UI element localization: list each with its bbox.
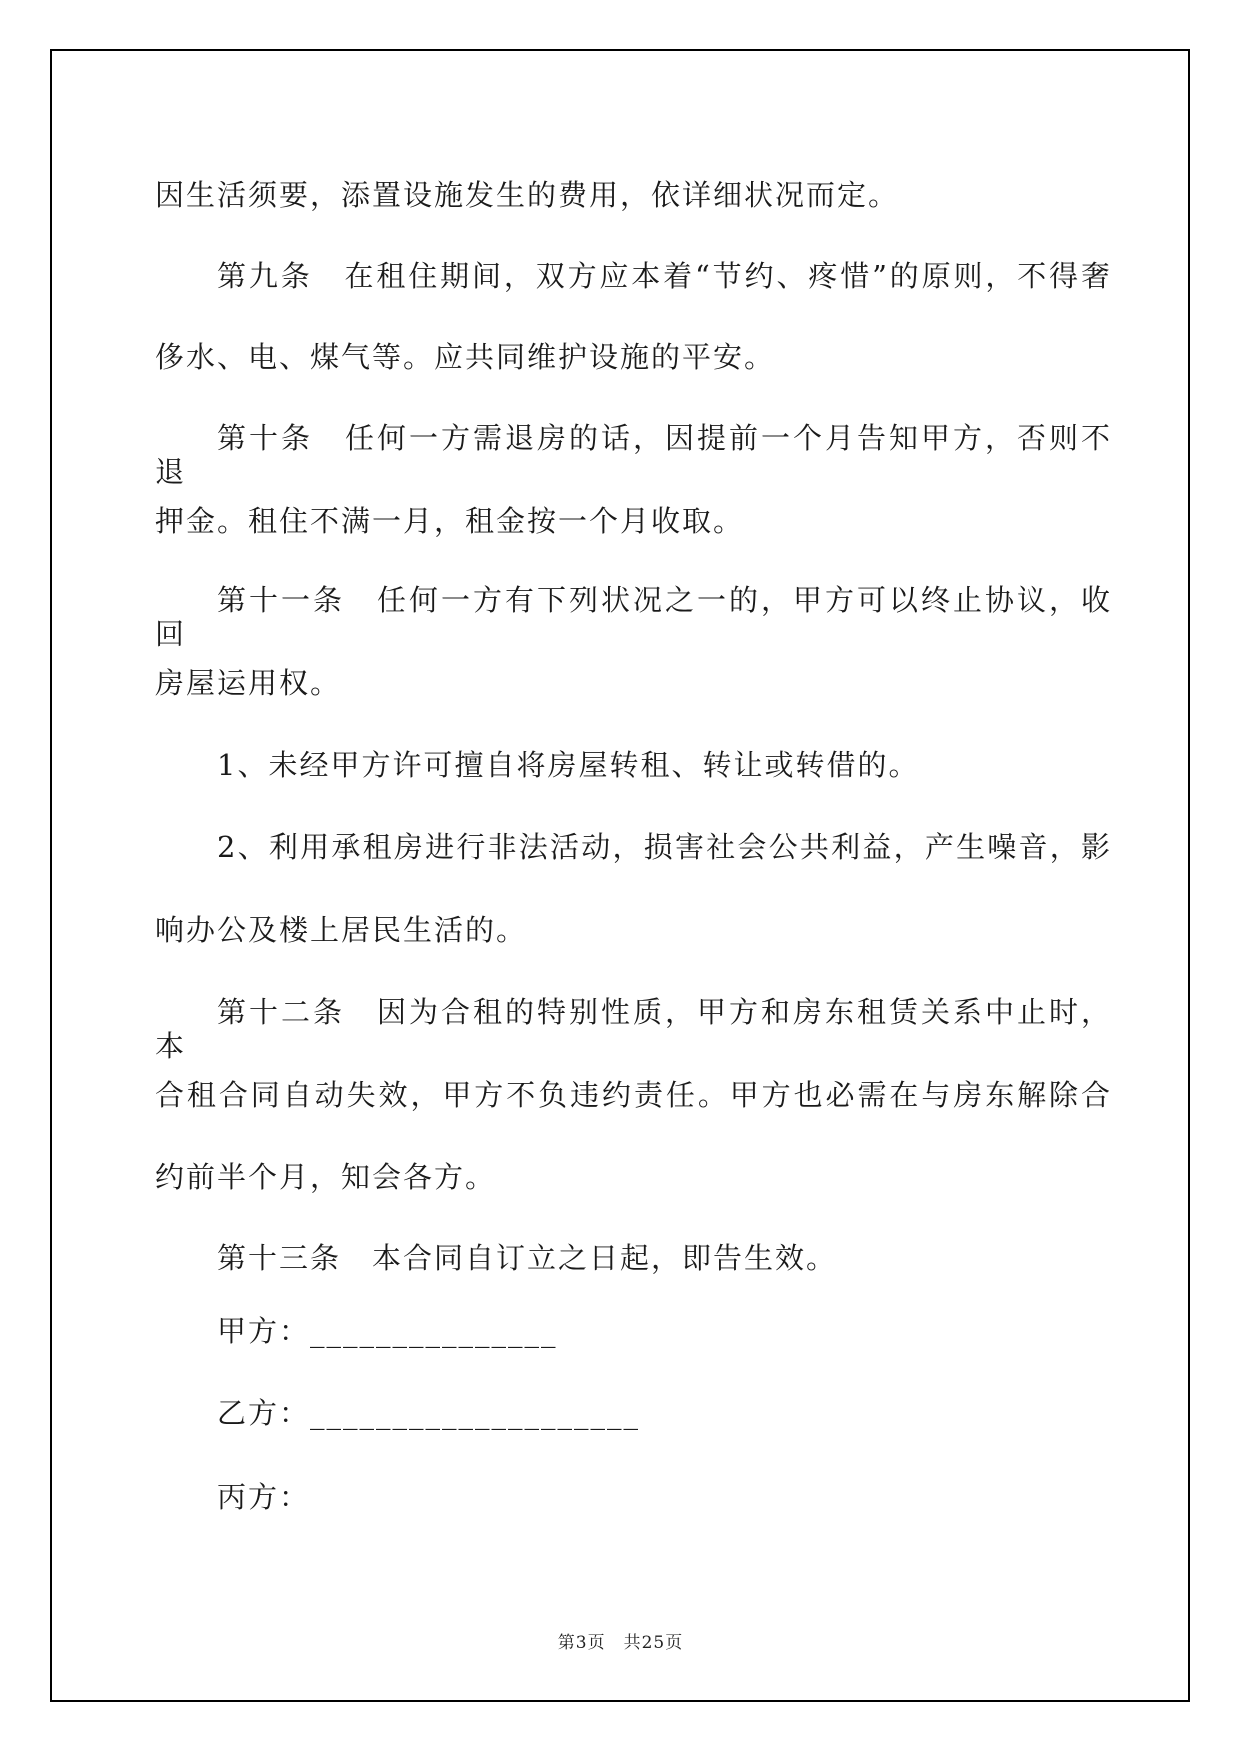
contract-line: 第十二条 因为合租的特别性质，甲方和房东租赁关系中止时，本: [155, 995, 1112, 1063]
party-c-signature-line: 丙方：: [217, 1480, 311, 1514]
contract-line: 押金。租住不满一月，租金按一个月收取。: [155, 504, 745, 538]
contract-line: 1、未经甲方许可擅自将房屋转租、转让或转借的。: [217, 748, 920, 782]
party-b-signature-line: 乙方：____________________: [217, 1396, 641, 1430]
contract-line: 第十一条 任何一方有下列状况之一的，甲方可以终止协议，收回: [155, 583, 1112, 651]
page-number-footer: 第3页 共25页: [557, 1633, 684, 1653]
contract-line: 约前半个月，知会各方。: [155, 1160, 497, 1194]
contract-line: 因生活须要，添置设施发生的费用，依详细状况而定。: [155, 178, 900, 212]
contract-line: 第九条 在租住期间，双方应本着“节约、疼惜”的原则，不得奢: [217, 259, 1112, 293]
contract-line: 侈水、电、煤气等。应共同维护设施的平安。: [155, 340, 776, 374]
contract-line: 第十三条 本合同自订立之日起，即告生效。: [217, 1241, 838, 1275]
contract-line: 房屋运用权。: [155, 666, 342, 700]
contract-line: 响办公及楼上居民生活的。: [155, 913, 528, 947]
party-a-signature-line: 甲方：_______________: [217, 1314, 558, 1348]
contract-line: 2、利用承租房进行非法活动，损害社会公共利益，产生噪音，影: [217, 830, 1112, 864]
contract-line: 合租合同自动失效，甲方不负违约责任。甲方也必需在与房东解除合: [155, 1078, 1112, 1112]
contract-line: 第十条 任何一方需退房的话，因提前一个月告知甲方，否则不退: [155, 421, 1112, 489]
